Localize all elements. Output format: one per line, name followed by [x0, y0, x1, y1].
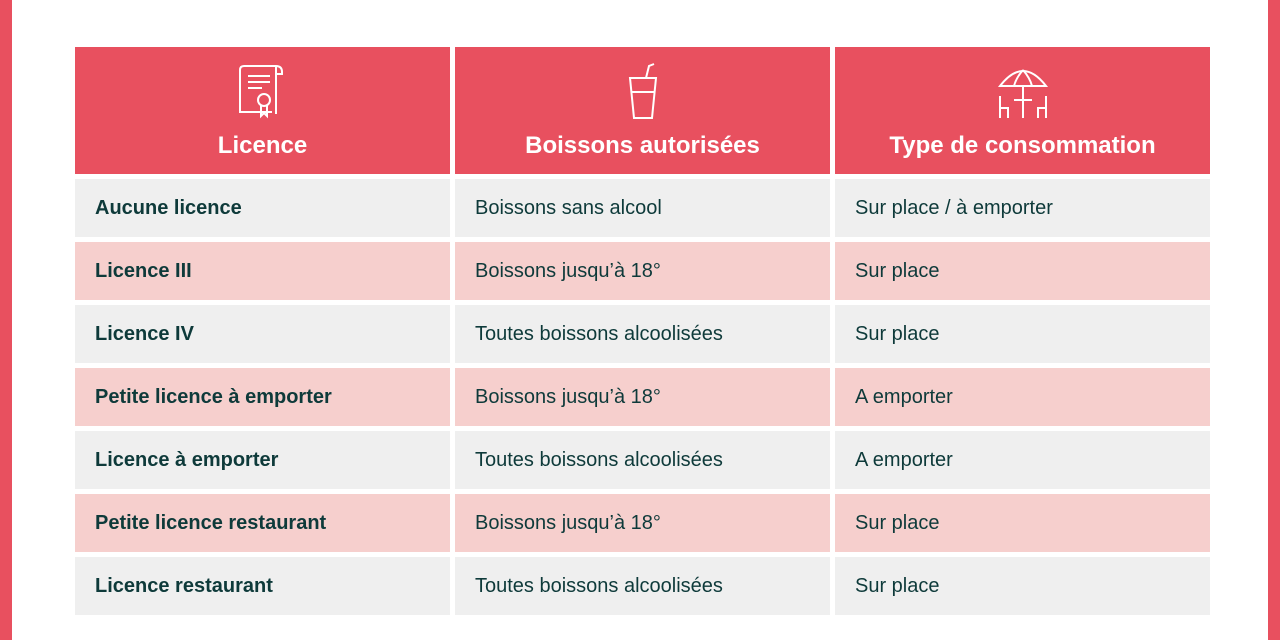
table-row	[75, 431, 1210, 489]
boissons-cell: Boissons jusqu’à 18°	[455, 242, 830, 300]
type-cell: Sur place / à emporter	[835, 179, 1210, 237]
boissons-cell: Toutes boissons alcoolisées	[455, 557, 830, 615]
licence-cell: Licence à emporter	[75, 431, 450, 489]
type-cell: A emporter	[835, 368, 1210, 426]
licence-cell: Petite licence restaurant	[75, 494, 450, 552]
header-licence	[75, 47, 450, 174]
licence-cell: Licence restaurant	[75, 557, 450, 615]
boissons-cell: Boissons jusqu’à 18°	[455, 494, 830, 552]
table-row	[75, 179, 1210, 237]
type-cell: Sur place	[835, 494, 1210, 552]
header-boissons	[455, 47, 830, 174]
certificate-icon	[236, 62, 290, 122]
table-row	[75, 305, 1210, 363]
boissons-cell: Boissons sans alcool	[455, 179, 830, 237]
type-cell: Sur place	[835, 305, 1210, 363]
right-frame-bar	[1268, 0, 1280, 640]
boissons-cell: Boissons jusqu’à 18°	[455, 368, 830, 426]
boissons-cell: Toutes boissons alcoolisées	[455, 305, 830, 363]
licence-cell: Petite licence à emporter	[75, 368, 450, 426]
licence-cell: Aucune licence	[75, 179, 450, 237]
header-type-label: Type de consommation	[889, 131, 1156, 159]
table-row	[75, 368, 1210, 426]
licence-table	[75, 47, 1210, 620]
header-type	[835, 47, 1210, 174]
type-cell: A emporter	[835, 431, 1210, 489]
table-header-row	[75, 47, 1210, 174]
boissons-cell: Toutes boissons alcoolisées	[455, 431, 830, 489]
licence-cell: Licence IV	[75, 305, 450, 363]
type-cell: Sur place	[835, 557, 1210, 615]
type-cell: Sur place	[835, 242, 1210, 300]
terrace-umbrella-icon	[996, 62, 1050, 122]
licence-cell: Licence III	[75, 242, 450, 300]
left-frame-bar	[0, 0, 12, 640]
header-boissons-label: Boissons autorisées	[525, 131, 760, 159]
table-row	[75, 557, 1210, 615]
table-row	[75, 494, 1210, 552]
table-row	[75, 242, 1210, 300]
drink-glass-icon	[616, 62, 670, 122]
header-licence-label: Licence	[217, 131, 308, 159]
